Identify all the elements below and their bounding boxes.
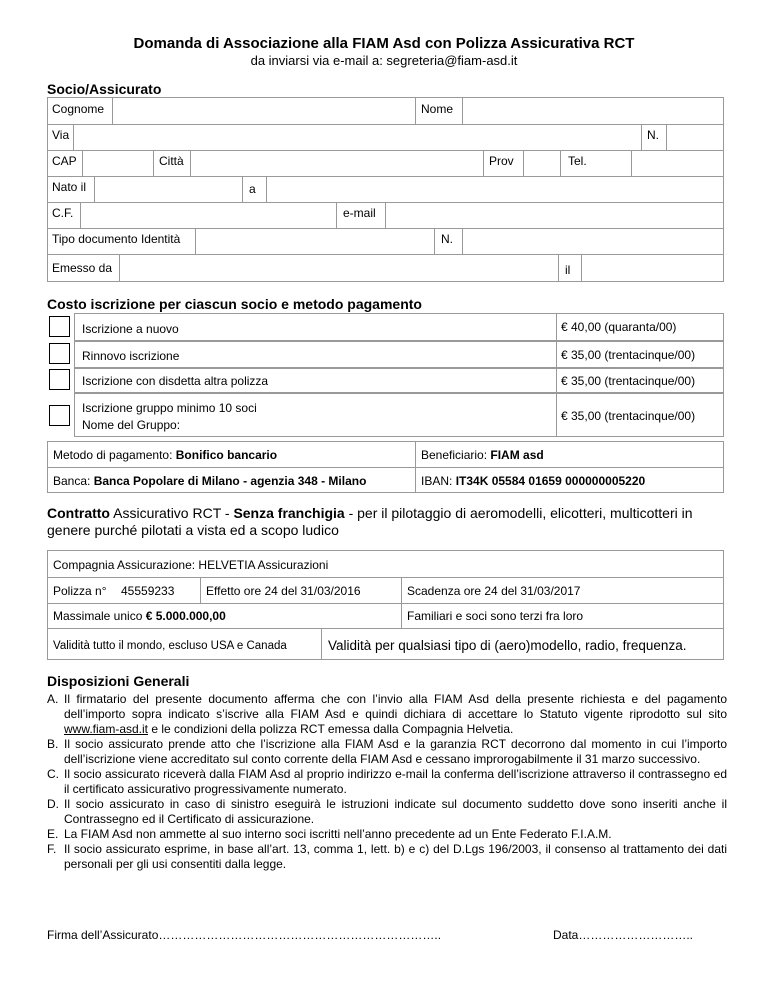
nato-il-field[interactable] (95, 176, 242, 202)
luogo-nascita-label: a (249, 182, 256, 196)
polizza-numero: 45559233 (121, 584, 175, 598)
cf-label: C.F. (52, 206, 74, 220)
banca: Banca: Banca Popolare di Milano - agenzia 348 - Milano (53, 474, 367, 488)
email-field[interactable] (386, 202, 723, 228)
emesso-da-label: Emesso da (52, 261, 113, 275)
checkbox-disdetta[interactable] (49, 369, 70, 390)
validita-tipo: Validità per qualsiasi tipo di (aero)modello, radio, frequenza. (328, 638, 687, 653)
option-label: Iscrizione a nuovo (82, 322, 179, 336)
checkbox-gruppo[interactable] (49, 405, 70, 426)
list-item: F. Il socio assicurato esprime, in base all’art. 13, comma 1, lett. b) e c) del D.Lgs 196/2003, il consenso al trattamento dei dati personali per gli usi consentiti dalla legge. (47, 842, 727, 871)
cap-label: CAP (52, 154, 77, 168)
tipo-documento-label: Tipo documento Identità (52, 232, 181, 246)
massimale: Massimale unico € 5.000.000,00 (53, 609, 226, 623)
prov-field[interactable] (524, 150, 560, 176)
option-price: € 35,00 (trentacinque/00) (561, 374, 696, 388)
fiam-site-link[interactable]: www.fiam-asd.it (64, 722, 149, 736)
list-item: D. Il socio assicurato in caso di sinistro eseguirà le istruzioni indicate sul documento suddetto dove sono inseriti anche il Contrassegno ed il Certificato di assicurazione. (47, 797, 727, 826)
via-label: Via (52, 128, 70, 142)
data-line[interactable]: Data……………………….. (553, 928, 694, 942)
option-label: Iscrizione gruppo minimo 10 soci (82, 401, 257, 415)
iban: IBAN: IT34K 05584 01659 000000005220 (421, 474, 646, 488)
emesso-il-label: il (565, 263, 571, 277)
familiari: Familiari e soci sono terzi fra loro (407, 609, 584, 623)
option-price: € 40,00 (quaranta/00) (561, 320, 677, 334)
tipo-documento-field[interactable] (196, 228, 434, 254)
disposizioni-list (47, 692, 727, 872)
cap-field[interactable] (83, 150, 153, 176)
checkbox-rinnovo[interactable] (49, 343, 70, 364)
option-price: € 35,00 (trentacinque/00) (561, 348, 696, 362)
emesso-da-field[interactable] (120, 254, 558, 281)
list-item: B. Il socio assicurato prende atto che l’iscrizione alla FIAM Asd e la garanzia RCT decorrono dal momento in cui l’importo dell’iscrizione viene accreditato sul conto corrente della FIAM Asd e cessano improrogabilmente il 31 marzo successivo. (47, 737, 727, 766)
citta-field[interactable] (191, 150, 483, 176)
civico-label: N. (647, 128, 659, 142)
section-heading-socio: Socio/Assicurato (47, 81, 162, 97)
page-title: Domanda di Associazione alla FIAM Asd con Polizza Assicurativa RCT (133, 35, 635, 52)
cf-field[interactable] (81, 202, 336, 228)
contratto-paragraph: Contratto Assicurativo RCT - Senza franchigia - per il pilotaggio di aeromodelli, elicotteri, multicotteri in genere purché pilotati a vista ed a scopo ludico (47, 505, 693, 538)
doc-numero-field[interactable] (463, 228, 723, 254)
nato-il-label: Nato il (52, 180, 87, 194)
nome-field[interactable] (463, 98, 723, 124)
citta-label: Città (159, 154, 184, 168)
page-subtitle: da inviarsi via e-mail a: segreteria@fiam-asd.it (250, 53, 518, 68)
tel-label: Tel. (568, 154, 587, 168)
emesso-il-field[interactable] (582, 254, 723, 281)
list-item: A. Il firmatario del presente documento afferma che con l’invio alla FIAM Asd della presente richiesta e del pagamento dell’importo sopra indicato s’iscrive alla FIAM Asd e quindi dichiara di accettare lo Statuto vigente riprodotto sul sito www.fiam-asd.it e le condizioni della polizza RCT emessa dalla Compagnia Helvetia. (47, 692, 727, 736)
civico-field[interactable] (667, 124, 723, 150)
cognome-field[interactable] (113, 98, 415, 124)
option-price: € 35,00 (trentacinque/00) (561, 409, 696, 423)
compagnia: Compagnia Assicurazione: HELVETIA Assicurazioni (53, 558, 329, 572)
effetto: Effetto ore 24 del 31/03/2016 (206, 584, 361, 598)
doc-numero-label: N. (441, 232, 453, 246)
cognome-label: Cognome (52, 102, 105, 116)
tel-field[interactable] (632, 150, 723, 176)
section-heading-costo: Costo iscrizione per ciascun socio e metodo pagamento (47, 296, 422, 312)
polizza-label: Polizza n° (53, 584, 107, 598)
list-item: C. Il socio assicurato riceverà dalla FIAM Asd al proprio indirizzo e-mail la conferma dell’iscrizione attraverso il contrassegno ed il certificato assicurativo progressivamente numerato. (47, 767, 727, 796)
luogo-nascita-field[interactable] (267, 176, 723, 202)
section-heading-disposizioni: Disposizioni Generali (47, 673, 190, 689)
option-label: Rinnovo iscrizione (82, 349, 180, 363)
nome-label: Nome (421, 102, 454, 116)
metodo-pagamento: Metodo di pagamento: Bonifico bancario (53, 448, 278, 462)
validita-mondo: Validità tutto il mondo, escluso USA e Canada (53, 640, 287, 652)
prov-label: Prov (489, 154, 514, 168)
checkbox-iscrizione-nuovo[interactable] (49, 316, 70, 337)
nome-gruppo-label: Nome del Gruppo: (82, 418, 181, 432)
via-field[interactable] (74, 124, 641, 150)
email-label: e-mail (343, 206, 376, 220)
option-label: Iscrizione con disdetta altra polizza (82, 374, 269, 388)
firma-line[interactable]: Firma dell’Assicurato…………………………………………………………….. (47, 928, 442, 942)
list-item: E. La FIAM Asd non ammette al suo interno soci iscritti nell’anno precedente ad un Ente Federato F.I.A.M. (47, 827, 612, 841)
scadenza: Scadenza ore 24 del 31/03/2017 (407, 584, 581, 598)
beneficiario: Beneficiario: FIAM asd (421, 448, 544, 462)
